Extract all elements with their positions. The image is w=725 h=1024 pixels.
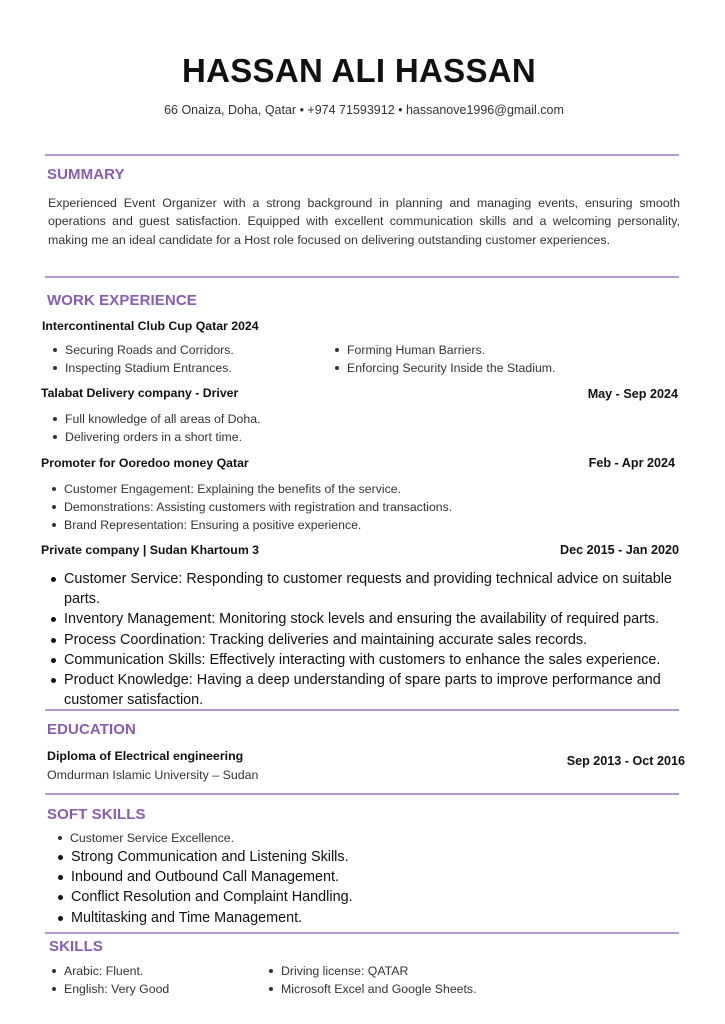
education-date: Sep 2013 - Oct 2016 <box>566 754 685 768</box>
list-item: Enforcing Security Inside the Stadium. <box>331 359 661 377</box>
contact-line: 66 Onaiza, Doha, Qatar • +974 71593912 • hassanove1996@gmail.com <box>164 103 564 117</box>
work-experience-heading: WORK EXPERIENCE <box>47 292 197 309</box>
education-heading: EDUCATION <box>47 721 136 738</box>
list-item: Driving license: QATAR <box>265 962 595 980</box>
list-item: Conflict Resolution and Complaint Handling. <box>55 887 655 907</box>
skills-list-left <box>48 962 248 998</box>
list-item: Strong Communication and Listening Skills. <box>55 847 655 867</box>
soft-skills-heading: SOFT SKILLS <box>47 806 146 823</box>
divider <box>45 932 679 934</box>
list-item: Product Knowledge: Having a deep understanding of spare parts to improve performance and customer satisfaction. <box>48 670 720 710</box>
list-item: Microsoft Excel and Google Sheets. <box>265 980 595 998</box>
summary-heading: SUMMARY <box>47 166 125 183</box>
job-date: Feb - Apr 2024 <box>588 456 675 470</box>
job-title: Promoter for Ooredoo money Qatar <box>41 456 249 470</box>
list-item: Inspecting Stadium Entrances. <box>49 359 319 377</box>
list-item: Process Coordination: Tracking deliveries and maintaining accurate sales records. <box>48 630 720 650</box>
list-item: Inventory Management: Monitoring stock levels and ensuring the availability of required parts. <box>48 609 720 629</box>
divider <box>45 709 679 711</box>
list-item: Communication Skills: Effectively interacting with customers to enhance the sales experience. <box>48 650 720 670</box>
list-item: Customer Service Excellence. <box>54 829 654 847</box>
job-title: Private company | Sudan Khartoum 3 <box>41 543 260 557</box>
list-item: Customer Service: Responding to customer requests and providing technical advice on suitable parts. <box>48 569 720 609</box>
list-item: Arabic: Fluent. <box>48 962 248 980</box>
list-item: Demonstrations: Assisting customers with registration and transactions. <box>48 498 668 516</box>
list-item: Delivering orders in a short time. <box>49 428 649 446</box>
job-date: May - Sep 2024 <box>587 387 678 401</box>
skills-list-right <box>265 962 595 998</box>
skills-heading: SKILLS <box>49 938 103 955</box>
job-bullets-left <box>49 341 319 377</box>
school-name: Omdurman Islamic University – Sudan <box>47 768 259 782</box>
divider <box>45 276 679 278</box>
summary-text: Experienced Event Organizer with a strong background in planning and managing events, ensuring smooth operations and guest satisfaction. Equipped with excellent communication skills and a welcoming personality, making me an ideal candidate for a Host role focused on delivering outstanding customer experiences. <box>48 196 680 247</box>
job-bullets <box>48 480 668 534</box>
candidate-name: HASSAN ALI HASSAN <box>181 52 537 89</box>
soft-skills-list <box>54 829 654 847</box>
job-bullets <box>49 410 649 446</box>
list-item: Forming Human Barriers. <box>331 341 661 359</box>
list-item: Full knowledge of all areas of Doha. <box>49 410 649 428</box>
list-item: Securing Roads and Corridors. <box>49 341 319 359</box>
degree-title: Diploma of Electrical engineering <box>47 749 244 763</box>
job-title: Intercontinental Club Cup Qatar 2024 <box>42 319 259 333</box>
divider <box>45 793 679 795</box>
list-item: Brand Representation: Ensuring a positive experience. <box>48 516 668 534</box>
list-item: English: Very Good <box>48 980 248 998</box>
job-date: Dec 2015 - Jan 2020 <box>559 543 679 557</box>
soft-skills-list <box>55 847 655 928</box>
list-item: Customer Engagement: Explaining the benefits of the service. <box>48 480 668 498</box>
divider <box>45 154 679 156</box>
job-bullets <box>48 569 720 710</box>
list-item: Inbound and Outbound Call Management. <box>55 867 655 887</box>
list-item: Multitasking and Time Management. <box>55 908 655 928</box>
job-title: Talabat Delivery company - Driver <box>41 386 239 400</box>
job-bullets-right <box>331 341 661 377</box>
